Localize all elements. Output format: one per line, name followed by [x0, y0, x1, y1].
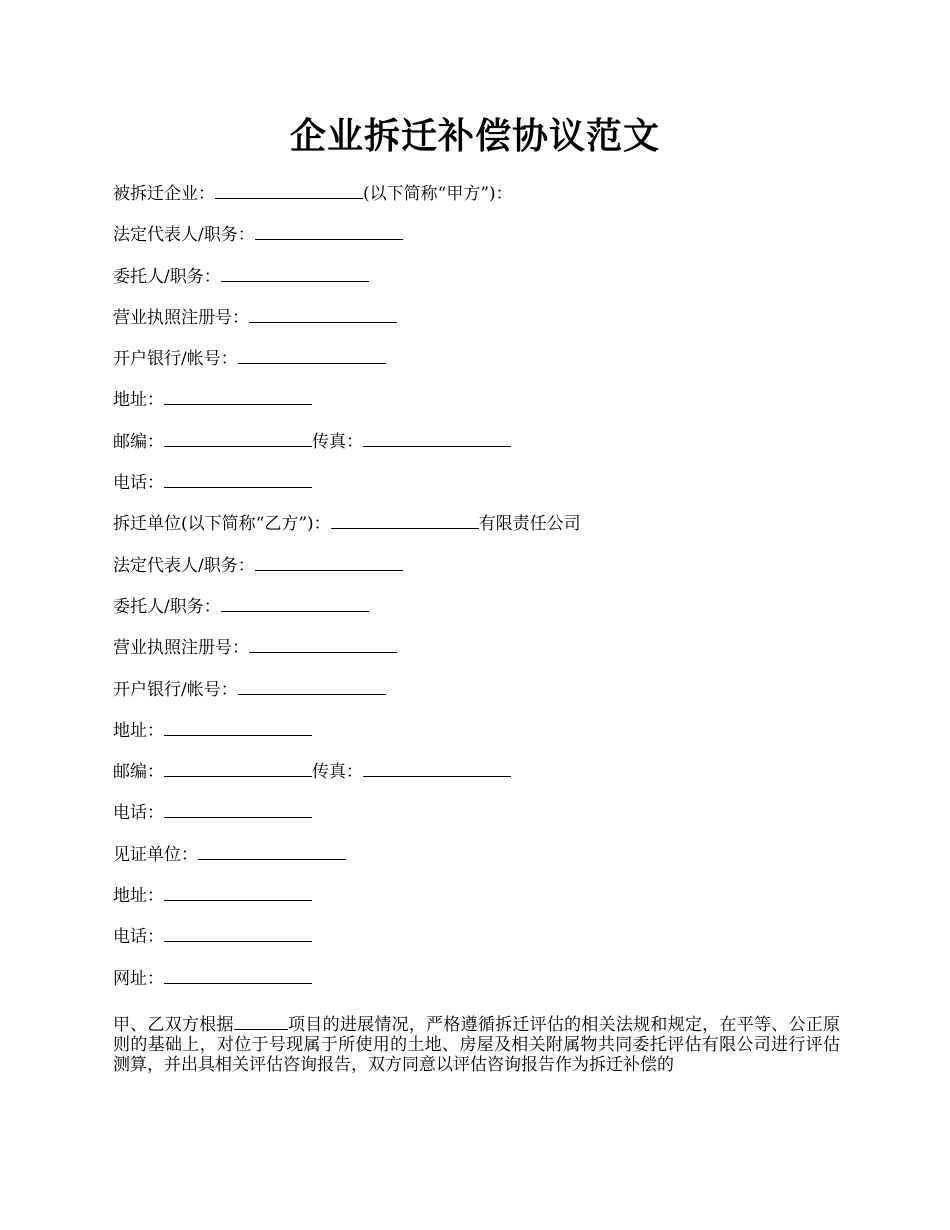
witness-address-line	[113, 883, 843, 924]
party-b-agent-line	[113, 594, 843, 635]
party-b-address-label: 地址：	[113, 720, 164, 741]
party-info-lines	[113, 181, 843, 1007]
party-b-license-line	[113, 635, 843, 676]
party-a-legal-rep-label: 法定代表人/职务：	[113, 225, 255, 246]
witness-website-label: 网址：	[113, 968, 164, 989]
party-b-legal-rep-blank[interactable]	[255, 553, 403, 571]
party-a-enterprise-suffix: (以下简称“甲方”)：	[363, 184, 513, 204]
party-a-phone-line	[113, 470, 843, 511]
paragraph-start: 甲、乙双方根据	[113, 1015, 234, 1035]
party-b-fax-blank[interactable]	[363, 759, 511, 777]
party-b-bank-blank[interactable]	[238, 677, 386, 695]
party-b-address-line	[113, 718, 843, 759]
party-a-enterprise-line	[113, 181, 843, 222]
party-b-phone-line	[113, 800, 843, 841]
witness-phone-blank[interactable]	[164, 924, 312, 942]
witness-unit-label: 见证单位：	[113, 844, 198, 865]
party-a-postcode-fax-line	[113, 429, 843, 470]
paragraph-rest: 项目的进展情况，严格遵循拆迁评估的相关法规和规定，在平等、公正原则的基础上，对位于号现属于所使用的土地、房屋及相关附属物共同委托评估有限公司进行评估测算，并出具相关评估咨询报告，双方同意以评估咨询报告作为拆迁补偿的	[113, 1015, 841, 1075]
party-a-enterprise-blank[interactable]	[215, 181, 363, 199]
party-a-postcode-blank[interactable]	[164, 429, 312, 447]
party-a-legal-rep-line	[113, 222, 843, 263]
party-a-phone-label: 电话：	[113, 473, 164, 494]
party-a-fax-label: 传真：	[312, 431, 363, 452]
party-b-legal-rep-line	[113, 553, 843, 594]
party-a-license-label: 营业执照注册号：	[113, 307, 249, 328]
party-a-address-blank[interactable]	[164, 387, 312, 405]
party-b-bank-label: 开户银行/帐号：	[113, 679, 238, 700]
party-b-agent-blank[interactable]	[221, 594, 369, 612]
project-name-blank[interactable]	[234, 1012, 288, 1030]
party-a-fax-blank[interactable]	[363, 429, 511, 447]
party-a-address-label: 地址：	[113, 390, 164, 411]
party-a-license-line	[113, 305, 843, 346]
party-a-postcode-label: 邮编：	[113, 431, 164, 452]
party-a-enterprise-label: 被拆迁企业：	[113, 184, 215, 204]
party-b-unit-line	[113, 511, 843, 552]
party-a-phone-blank[interactable]	[164, 470, 312, 488]
witness-unit-blank[interactable]	[198, 842, 346, 860]
party-a-address-line	[113, 387, 843, 428]
party-b-fax-label: 传真：	[312, 762, 363, 783]
party-b-phone-blank[interactable]	[164, 800, 312, 818]
party-b-phone-label: 电话：	[113, 803, 164, 824]
party-a-legal-rep-blank[interactable]	[255, 222, 403, 240]
party-a-bank-blank[interactable]	[238, 346, 386, 364]
party-b-unit-label: 拆迁单位(以下简称“乙方”)：	[113, 514, 331, 535]
party-a-bank-line	[113, 346, 843, 387]
party-b-agent-label: 委托人/职务：	[113, 596, 221, 617]
party-b-postcode-label: 邮编：	[113, 762, 164, 783]
party-a-agent-label: 委托人/职务：	[113, 266, 221, 287]
party-b-bank-line	[113, 677, 843, 718]
party-a-bank-label: 开户银行/帐号：	[113, 349, 238, 370]
witness-website-blank[interactable]	[164, 966, 312, 984]
witness-phone-label: 电话：	[113, 927, 164, 948]
witness-address-blank[interactable]	[164, 883, 312, 901]
party-b-unit-blank[interactable]	[331, 511, 479, 529]
witness-unit-line	[113, 842, 843, 883]
party-a-agent-line	[113, 264, 843, 305]
party-b-legal-rep-label: 法定代表人/职务：	[113, 555, 255, 576]
party-b-license-blank[interactable]	[249, 635, 397, 653]
party-b-unit-suffix: 有限责任公司	[478, 514, 581, 535]
party-b-address-blank[interactable]	[164, 718, 312, 736]
party-b-postcode-fax-line	[113, 759, 843, 800]
party-a-license-blank[interactable]	[249, 305, 397, 323]
party-a-agent-blank[interactable]	[221, 264, 369, 282]
witness-phone-line	[113, 924, 843, 965]
party-b-license-label: 营业执照注册号：	[113, 638, 249, 659]
witness-website-line	[113, 966, 843, 1007]
party-b-postcode-blank[interactable]	[164, 759, 312, 777]
document-title: 企业拆迁补偿协议范文	[289, 115, 660, 157]
witness-address-label: 地址：	[113, 886, 164, 907]
agreement-paragraph	[113, 1012, 840, 1075]
